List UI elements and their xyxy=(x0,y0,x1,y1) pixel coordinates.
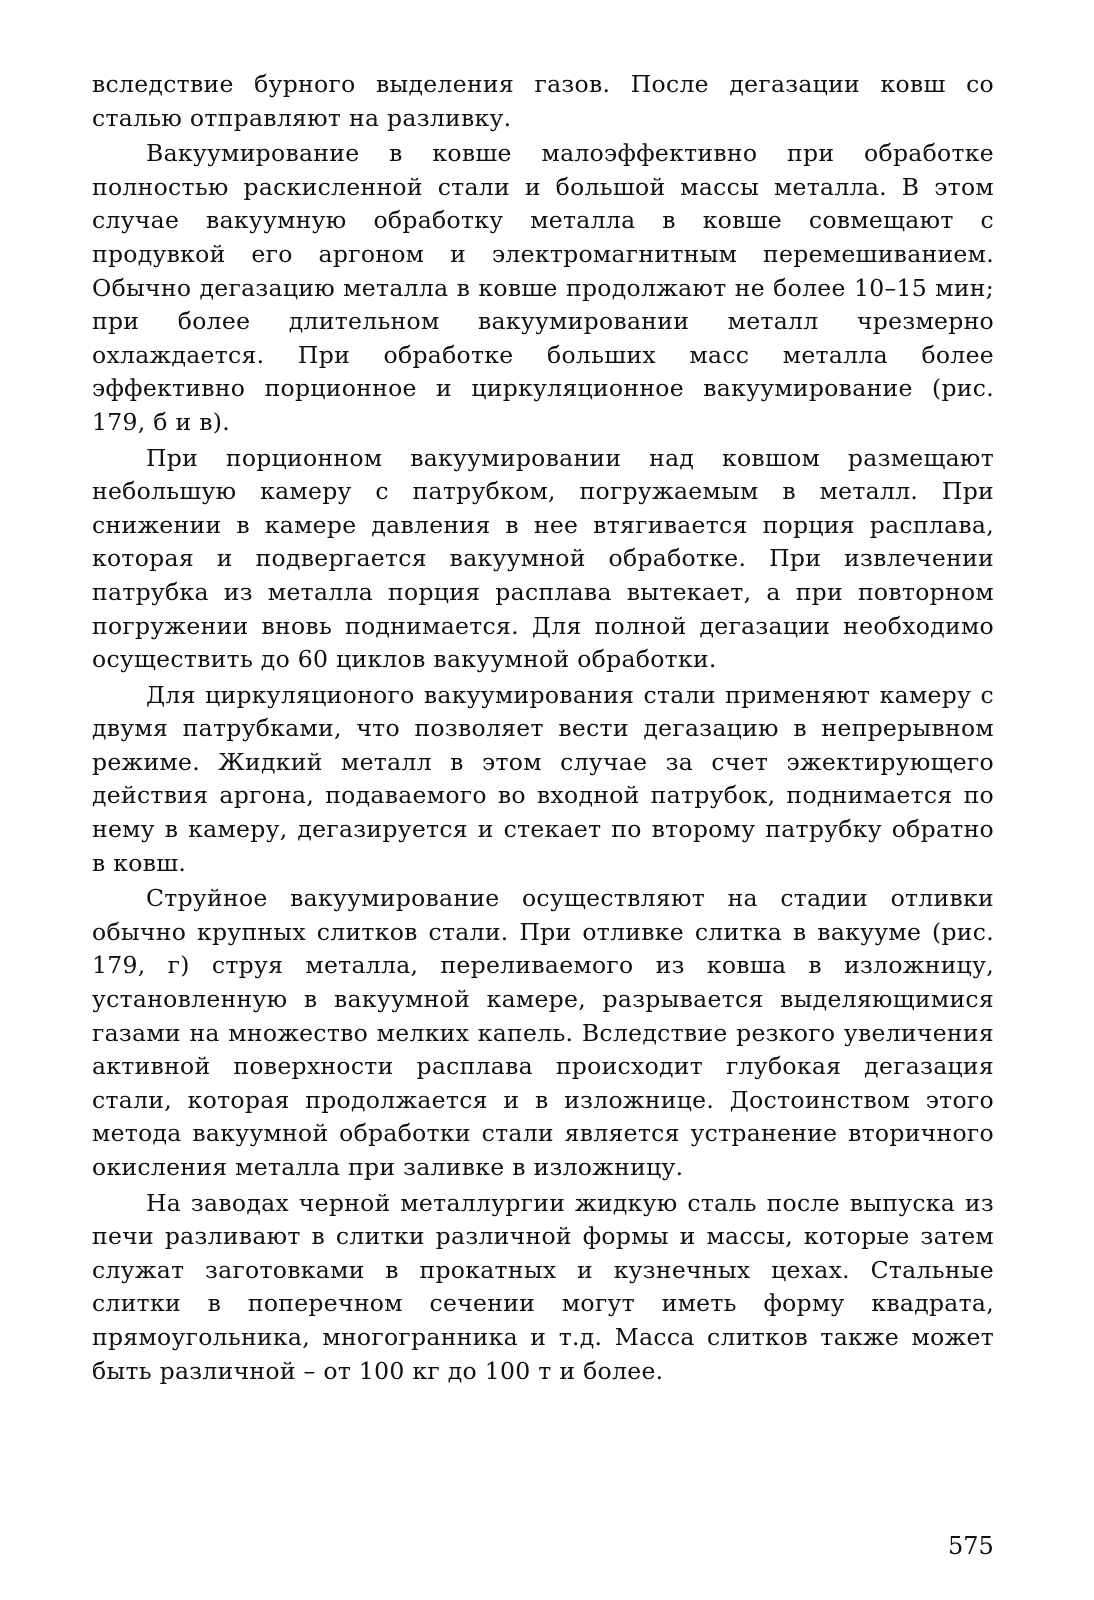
paragraph-continuation: вследствие бурного выделения газов. После дегазации ковш со сталью отправляют на разливку. xyxy=(92,70,994,132)
paragraph-ladle-vacuum: Вакуумирование в ковше малоэффективно при обработке полностью раскисленной стали и большой массы металла. В этом случае вакуумную обработку металла в ковше совмещают с продувкой его аргоном и электромагнитным перемешиванием. Обычно дегазацию металла в ковше продолжают не более 10–15 мин; при более длительном вакуумировании металл чрезмерно охлаждается. При обработке больших масс металла более эффективно порционное и циркуляционное вакуумирование (рис. 179, б и в). xyxy=(92,139,994,436)
paragraph-circulation-vacuum: Для циркуляционого вакуумирования стали применяют камеру с двумя патрубками, что позволяет вести дегазацию в непрерывном режиме. Жидкий металл в этом случае за счет эжектирующего действия аргона, подаваемого во входной патрубок, поднимается по нему в камеру, дегазируется и стекает по второму патрубку обратно в ковш. xyxy=(92,680,994,877)
paragraph-batch-vacuum: При порционном вакуумировании над ковшом размещают небольшую камеру с патрубком, погружаемым в металл. При снижении в камере давления в нее втягивается порция расплава, которая и подвергается вакуумной обработке. При извлечении патрубка из металла порция расплава вытекает, а при повторном погружении вновь поднимается. Для полной дегазации необходимо осуществить до 60 циклов вакуумной обработки. xyxy=(92,443,994,674)
page-number: 575 xyxy=(948,1532,994,1560)
paragraph-stream-vacuum: Струйное вакуумирование осуществляют на стадии отливки обычно крупных слитков стали. При отливке слитка в вакууме (рис. 179, г) струя металла, переливаемого из ковша в изложницу, установленную в вакуумной камере, разрывается выделяющимися газами на множество мелких капель. Вследствие резкого увеличения активной поверхности расплава происходит глубокая дегазация стали, которая продолжается и в изложнице. Достоинством этого метода вакуумной обработки стали является устранение вторичного окисления металла при заливке в изложницу. xyxy=(92,884,994,1181)
document-page xyxy=(92,68,994,1568)
paragraph-ingot-casting: На заводах черной металлургии жидкую сталь после выпуска из печи разливают в слитки различной формы и массы, которые затем служат заготовками в прокатных и кузнечных цехах. Стальные слитки в поперечном сечении могут иметь форму квадрата, прямоугольника, многогранника и т.д. Масса слитков также может быть различной – от 100 кг до 100 т и более. xyxy=(92,1188,994,1385)
